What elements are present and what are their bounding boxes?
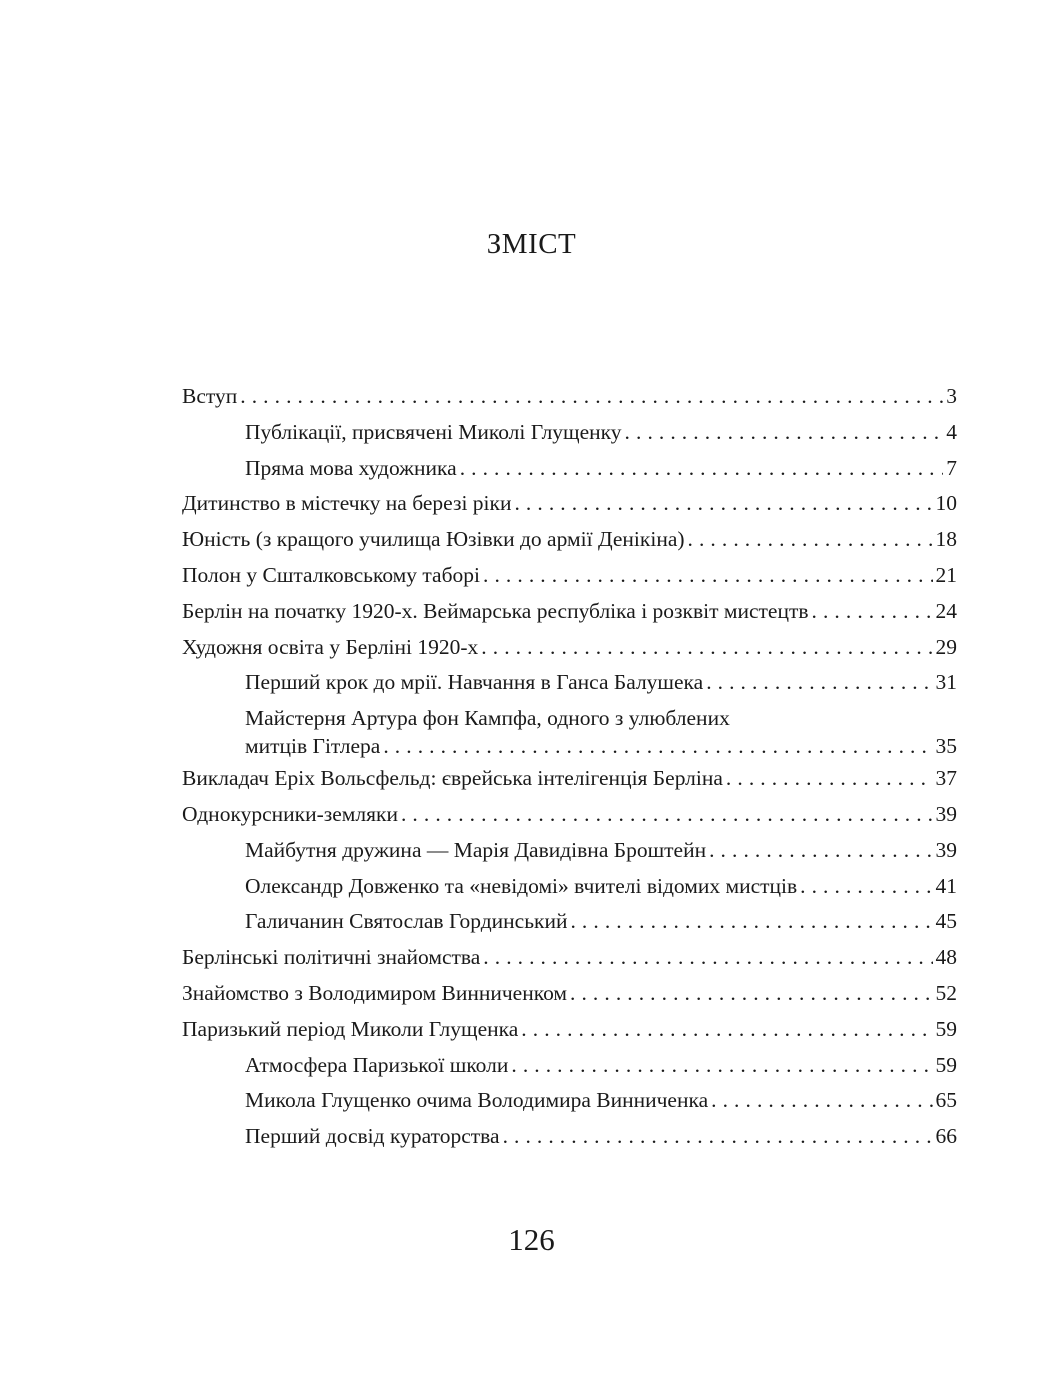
toc-entry-page: 48 <box>935 945 957 970</box>
dot-leader <box>503 1119 933 1155</box>
toc-entry-title: Перший крок до мрії. Навчання в Ганса Балушека <box>245 670 704 695</box>
toc-entry-page: 45 <box>935 909 957 934</box>
toc-subentry <box>182 451 957 487</box>
dot-leader <box>514 486 932 522</box>
toc-entry <box>182 797 957 833</box>
toc-entry-title-line2: митців Гітлера <box>245 734 381 759</box>
toc-entry-page: 3 <box>946 384 957 408</box>
dot-leader <box>240 379 943 415</box>
dot-leader <box>460 451 944 487</box>
toc-entry <box>182 522 957 558</box>
toc-subentry <box>182 904 957 940</box>
toc-subentry <box>182 833 957 869</box>
dot-leader <box>812 594 933 630</box>
dot-leader <box>570 976 932 1012</box>
dot-leader <box>726 761 933 797</box>
toc-entry-title: Публікації, присвячені Миколі Глущенку <box>245 419 622 444</box>
dot-leader <box>706 665 932 701</box>
toc-entry-page: 65 <box>935 1088 957 1113</box>
toc-entry-title: Знайомство з Володимиром Винниченком <box>182 980 568 1005</box>
toc-subentry <box>182 415 957 451</box>
toc-subentry <box>182 1048 957 1084</box>
toc-entry-page: 29 <box>935 634 957 659</box>
toc-entry-title: Однокурсники-земляки <box>182 801 398 826</box>
toc-subentry <box>182 665 957 701</box>
toc-entry <box>182 630 957 666</box>
dot-leader <box>511 1048 932 1084</box>
dot-leader <box>481 630 932 666</box>
toc-entry <box>182 940 957 976</box>
toc-entry-title: Атмосфера Паризької школи <box>245 1052 509 1077</box>
toc-entry-page: 59 <box>935 1016 957 1041</box>
dot-leader <box>688 522 933 558</box>
toc-entry <box>182 1012 957 1048</box>
toc-entry-title: Перший досвід кураторства <box>245 1124 500 1149</box>
dot-leader <box>709 833 932 869</box>
page-title: ЗМІСТ <box>486 228 577 260</box>
dot-leader <box>383 732 932 761</box>
toc-entry-page: 18 <box>935 527 957 552</box>
toc-entry-page: 37 <box>935 766 957 791</box>
dot-leader <box>483 558 932 594</box>
toc-entry <box>182 594 957 630</box>
toc-entry-title: Дитинство в містечку на березі ріки <box>182 491 512 516</box>
dot-leader <box>401 797 933 833</box>
toc-entry-title: Паризький період Миколи Глущенка <box>182 1016 519 1041</box>
toc-entry-title: Полон у Сшталковському таборі <box>182 562 481 587</box>
dot-leader <box>521 1012 932 1048</box>
toc-entry-title: Берлін на початку 1920-х. Веймарська республіка і розквіт мистецтв <box>182 598 809 623</box>
dot-leader <box>625 415 944 451</box>
dot-leader <box>570 904 932 940</box>
toc-entry-title: Пряма мова художника <box>245 455 457 480</box>
toc-entry <box>182 761 957 797</box>
toc-entry-title: Майбутня дружина — Марія Давидівна Броштейн <box>245 837 707 862</box>
toc-entry-page: 24 <box>935 598 957 623</box>
table-of-contents <box>182 379 957 1155</box>
toc-subentry <box>182 701 957 761</box>
toc-entry-title: Художня освіта у Берліні 1920-х <box>182 634 479 659</box>
dot-leader <box>800 869 932 905</box>
toc-entry <box>182 486 957 522</box>
toc-entry-page: 35 <box>935 734 957 759</box>
toc-entry-page: 7 <box>946 455 957 480</box>
toc-entry-title: Микола Глущенко очима Володимира Винниченка <box>245 1088 709 1113</box>
toc-subentry <box>182 1083 957 1119</box>
toc-entry-page: 66 <box>935 1124 957 1149</box>
toc-entry-page: 4 <box>946 419 957 444</box>
toc-entry-title: Берлінські політичні знайомства <box>182 945 481 970</box>
toc-entry-title-line1: Майстерня Артура фон Кампфа, одного з улюблених <box>245 706 730 731</box>
toc-entry-page: 41 <box>935 873 957 898</box>
toc-entry-title: Вступ <box>182 384 238 408</box>
toc-entry-page: 21 <box>935 562 957 587</box>
toc-entry-page: 10 <box>935 491 957 516</box>
page-number: 126 <box>508 1222 555 1257</box>
toc-subentry <box>182 1119 957 1155</box>
dot-leader <box>483 940 932 976</box>
toc-entry-page: 39 <box>935 801 957 826</box>
toc-entry <box>182 976 957 1012</box>
toc-subentry <box>182 869 957 905</box>
toc-entry <box>182 379 957 415</box>
toc-entry-title: Юність (з кращого училища Юзівки до армії Денікіна) <box>182 527 685 552</box>
toc-entry-page: 31 <box>935 670 957 695</box>
toc-entry-page: 59 <box>935 1052 957 1077</box>
dot-leader <box>711 1083 932 1119</box>
toc-entry-title: Олександр Довженко та «невідомі» вчителі відомих мистців <box>245 873 798 898</box>
toc-entry-title: Галичанин Святослав Гординський <box>245 909 568 934</box>
toc-entry <box>182 558 957 594</box>
toc-entry-page: 52 <box>935 980 957 1005</box>
toc-entry-title: Викладач Еріх Вольсфельд: єврейська інтелігенція Берліна <box>182 766 723 791</box>
toc-entry-page: 39 <box>935 837 957 862</box>
